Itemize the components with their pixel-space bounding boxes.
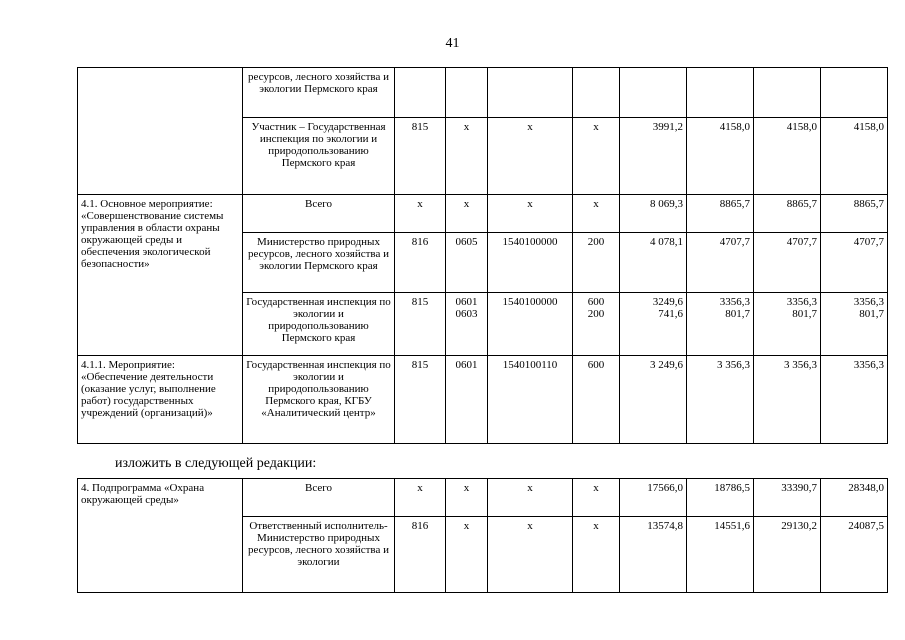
value-cell: 13574,8 xyxy=(620,517,687,593)
value-cell: 4707,7 xyxy=(821,233,888,293)
value-cell: х xyxy=(395,479,446,517)
value-cell: х xyxy=(573,118,620,195)
value-cell: х xyxy=(488,118,573,195)
executor-cell: Государственная инспекция по экологии и природопользованию Пермского края xyxy=(243,293,395,356)
value-cell: 0601 0603 xyxy=(446,293,488,356)
value-cell: 4158,0 xyxy=(687,118,754,195)
executor-cell: ресурсов, лесного хозяйства и экологии Пермского края xyxy=(243,68,395,118)
value-cell: 3356,3 801,7 xyxy=(821,293,888,356)
table-row xyxy=(78,356,888,444)
amendment-text: изложить в следующей редакции: xyxy=(115,456,317,471)
value-cell: х xyxy=(573,517,620,593)
value-cell xyxy=(620,68,687,118)
value-cell: 29130,2 xyxy=(754,517,821,593)
value-cell: 815 xyxy=(395,293,446,356)
event-cell xyxy=(78,68,243,195)
value-cell: 4158,0 xyxy=(754,118,821,195)
value-cell xyxy=(395,68,446,118)
table-row xyxy=(78,68,888,118)
value-cell: 8865,7 xyxy=(821,195,888,233)
table-row xyxy=(78,479,888,517)
value-cell: 600 xyxy=(573,356,620,444)
value-cell: х xyxy=(446,479,488,517)
executor-cell: Участник – Государственная инспекция по экологии и природопользованию Пермского края xyxy=(243,118,395,195)
value-cell: х xyxy=(488,195,573,233)
executor-cell: Министерство природных ресурсов, лесного хозяйства и экологии Пермского края xyxy=(243,233,395,293)
value-cell: 3356,3 801,7 xyxy=(754,293,821,356)
value-cell: 0601 xyxy=(446,356,488,444)
value-cell xyxy=(446,68,488,118)
budget-table-new xyxy=(77,478,888,593)
event-cell: 4.1. Основное мероприятие: «Совершенствование системы управления в области охраны окружающей среды и обеспечения экологической безопасности» xyxy=(78,195,243,356)
value-cell xyxy=(687,68,754,118)
value-cell: 3356,3 xyxy=(821,356,888,444)
value-cell: 815 xyxy=(395,118,446,195)
value-cell: 8865,7 xyxy=(687,195,754,233)
value-cell xyxy=(754,68,821,118)
value-cell: 17566,0 xyxy=(620,479,687,517)
value-cell: 8 069,3 xyxy=(620,195,687,233)
value-cell: 18786,5 xyxy=(687,479,754,517)
value-cell: 600 200 xyxy=(573,293,620,356)
value-cell: 816 xyxy=(395,233,446,293)
value-cell: 1540100000 xyxy=(488,293,573,356)
value-cell: 1540100000 xyxy=(488,233,573,293)
value-cell: 4158,0 xyxy=(821,118,888,195)
value-cell: 3 356,3 xyxy=(687,356,754,444)
executor-cell: Государственная инспекция по экологии и природопользованию Пермского края, КГБУ «Аналитический центр» xyxy=(243,356,395,444)
value-cell: 28348,0 xyxy=(821,479,888,517)
value-cell: х xyxy=(488,479,573,517)
value-cell: 24087,5 xyxy=(821,517,888,593)
value-cell: 3 249,6 xyxy=(620,356,687,444)
value-cell: х xyxy=(573,195,620,233)
value-cell: 4 078,1 xyxy=(620,233,687,293)
value-cell: 4707,7 xyxy=(754,233,821,293)
value-cell xyxy=(821,68,888,118)
value-cell: 3991,2 xyxy=(620,118,687,195)
value-cell: 4707,7 xyxy=(687,233,754,293)
value-cell: 3 356,3 xyxy=(754,356,821,444)
page-number: 41 xyxy=(445,36,460,51)
executor-cell: Ответственный исполнитель- Министерство природных ресурсов, лесного хозяйства и экологии xyxy=(243,517,395,593)
value-cell: 8865,7 xyxy=(754,195,821,233)
value-cell: 1540100110 xyxy=(488,356,573,444)
value-cell: х xyxy=(395,195,446,233)
value-cell xyxy=(573,68,620,118)
value-cell: 3356,3 801,7 xyxy=(687,293,754,356)
value-cell: 3249,6 741,6 xyxy=(620,293,687,356)
value-cell: 14551,6 xyxy=(687,517,754,593)
value-cell xyxy=(488,68,573,118)
value-cell: х xyxy=(446,118,488,195)
value-cell: 815 xyxy=(395,356,446,444)
value-cell: 33390,7 xyxy=(754,479,821,517)
value-cell: х xyxy=(488,517,573,593)
value-cell: 816 xyxy=(395,517,446,593)
value-cell: 0605 xyxy=(446,233,488,293)
event-cell: 4. Подпрограмма «Охрана окружающей среды» xyxy=(78,479,243,593)
budget-table-old xyxy=(77,67,888,444)
executor-cell: Всего xyxy=(243,479,395,517)
value-cell: х xyxy=(446,517,488,593)
executor-cell: Всего xyxy=(243,195,395,233)
value-cell: х xyxy=(573,479,620,517)
value-cell: 200 xyxy=(573,233,620,293)
value-cell: х xyxy=(446,195,488,233)
table-row xyxy=(78,195,888,233)
event-cell: 4.1.1. Мероприятие: «Обеспечение деятельности (оказание услуг, выполнение работ) государственных учреждений (организаций)» xyxy=(78,356,243,444)
